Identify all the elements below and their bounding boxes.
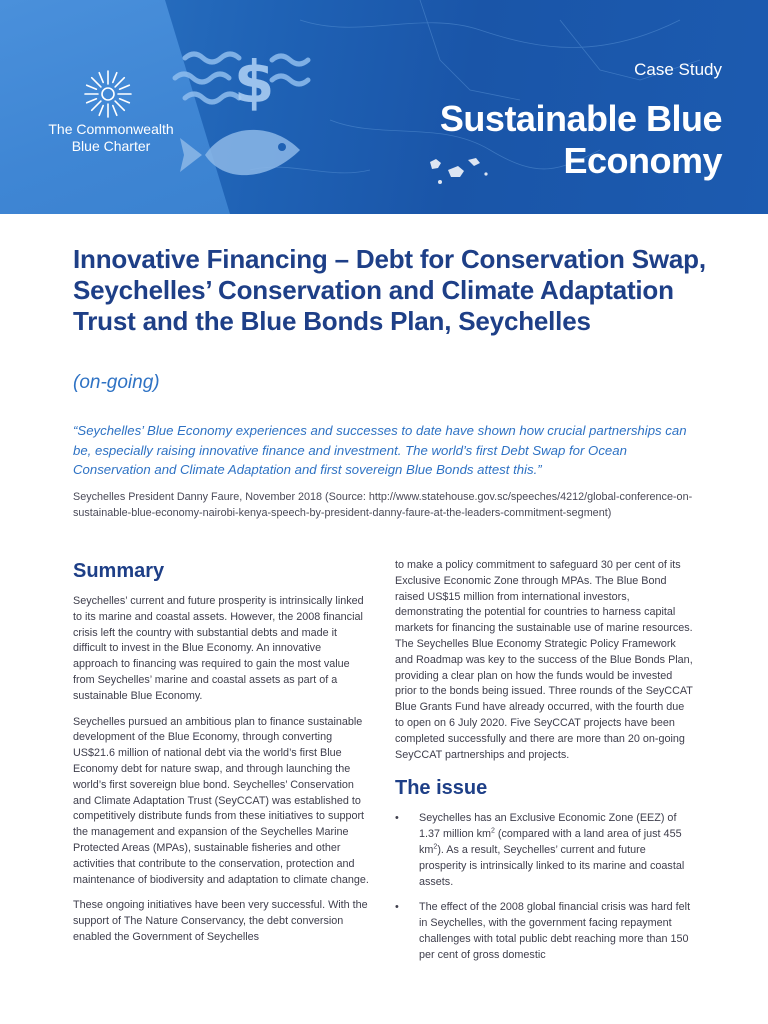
- quote-attribution: Seychelles President Danny Faure, November 2018 (Source: http://www.statehouse.gov.sc/speeches/4212/global-conference-on-sustainable-blue-economy-nairobi-kenya-speech-by-president-danny-faure-at-the-leaders-commitment-segment): [73, 491, 693, 519]
- document-title: Innovative Financing – Debt for Conservation Swap, Seychelles’ Conservation and Climate Adaptation Trust and the Blue Bonds Plan, Seychelles: [73, 244, 706, 336]
- right-column: [395, 558, 695, 974]
- issue-list: [395, 811, 695, 963]
- issue-bullet-1-text: [419, 812, 684, 887]
- status-label: (on-going): [73, 372, 160, 393]
- list-item: [395, 811, 695, 890]
- dollar-sign-icon: $: [234, 48, 275, 116]
- summary-paragraph-3-continued: to make a policy commitment to safeguard 30 per cent of its Exclusive Economic Zone through MPAs. The Blue Bond raised US$15 million from international investors, demonstrating the potential for countries to harness capital markets for financing the sustainable use of marine resources. The Seychelles Blue Economy Strategic Policy Framework and Roadmap was key to the success of the Blue Bonds Plan, providing a clear plan on how the funds would be invested prior to the bonds being issued. Three rounds of the SeyCCAT Blue Grants Fund have already occurred, with the fourth due to open on 6 July 2020. Five SeyCCAT projects have been completed successfully and there are more than 20 on-going SeyCCAT partnerships and projects.: [395, 559, 693, 761]
- quote: “Seychelles’ Blue Economy experiences and successes to date have shown how crucial partnerships can be, especially raising innovative finance and investment. The world’s first Debt Swap for Ocean Conservation and Climate Adaptation and first sovereign Blue Bonds attest this.”: [73, 423, 687, 477]
- summary-paragraph-2: Seychelles pursued an ambitious plan to finance sustainable development of the Blue Economy, through converting US$21.6 million of national debt via the world’s first Blue Economy debt for nature swap, and through launching the world’s first sovereign blue bond. Seychelles’ Conservation and Climate Adaptation Trust (SeyCCAT) was established to competitively distribute funds from these initiatives to support the management and expansion of the Seychelles Marine Protected Areas (MPAs), sustainable fisheries and other activities that contribute to the conservation, protection and maintenance of biodiversity and adaptation to climate change.: [73, 715, 369, 886]
- bullet-icon: •: [395, 812, 399, 825]
- superscript: 2: [433, 843, 438, 851]
- summary-paragraph-1: Seychelles’ current and future prosperity is intrinsically linked to its marine and coastal assets. However, the 2008 financial crisis left the country with substantial debts and made it difficult to invest in the Blue Economy. An innovative approach to financing was required to gain the most value from Seychelles’ marine and coastal assets as part of a sustainable Blue Economy.: [73, 595, 364, 702]
- superscript: 2: [491, 827, 495, 835]
- banner-title: Sustainable Blue Economy: [439, 98, 722, 181]
- issue-bullet-1-post: ). As a result, Seychelles’ current and future prosperity is intrinsically linked to its marine and coastal assets.: [419, 843, 685, 888]
- header-banner: [0, 0, 768, 214]
- fish-icon: [180, 130, 300, 175]
- commonwealth-sun-logo-icon: [82, 68, 134, 120]
- issue-bullet-1-mid: (compared with a land area of just 455 km: [419, 828, 682, 856]
- summary-heading: Summary: [73, 560, 165, 582]
- bullet-icon: •: [395, 901, 399, 914]
- logo-name: The Commonwealth Blue Charter: [48, 121, 174, 154]
- left-column: [73, 558, 369, 956]
- case-study-label: Case Study: [634, 60, 722, 79]
- summary-paragraph-3: These ongoing initiatives have been very successful. With the support of The Nature Conservancy, the debt conversion enabled the Government of Seychelles: [73, 899, 368, 943]
- issue-heading: The issue: [395, 777, 488, 800]
- issue-bullet-2-text: The effect of the 2008 global financial crisis was hard felt in Seychelles, with the government facing repayment challenges with total public debt reaching more than 150 per cent of gross domestic: [419, 901, 691, 961]
- list-item: [395, 900, 695, 963]
- issue-bullet-1-pre: Seychelles has an Exclusive Economic Zone (EEZ) of 1.37 million km: [419, 812, 677, 841]
